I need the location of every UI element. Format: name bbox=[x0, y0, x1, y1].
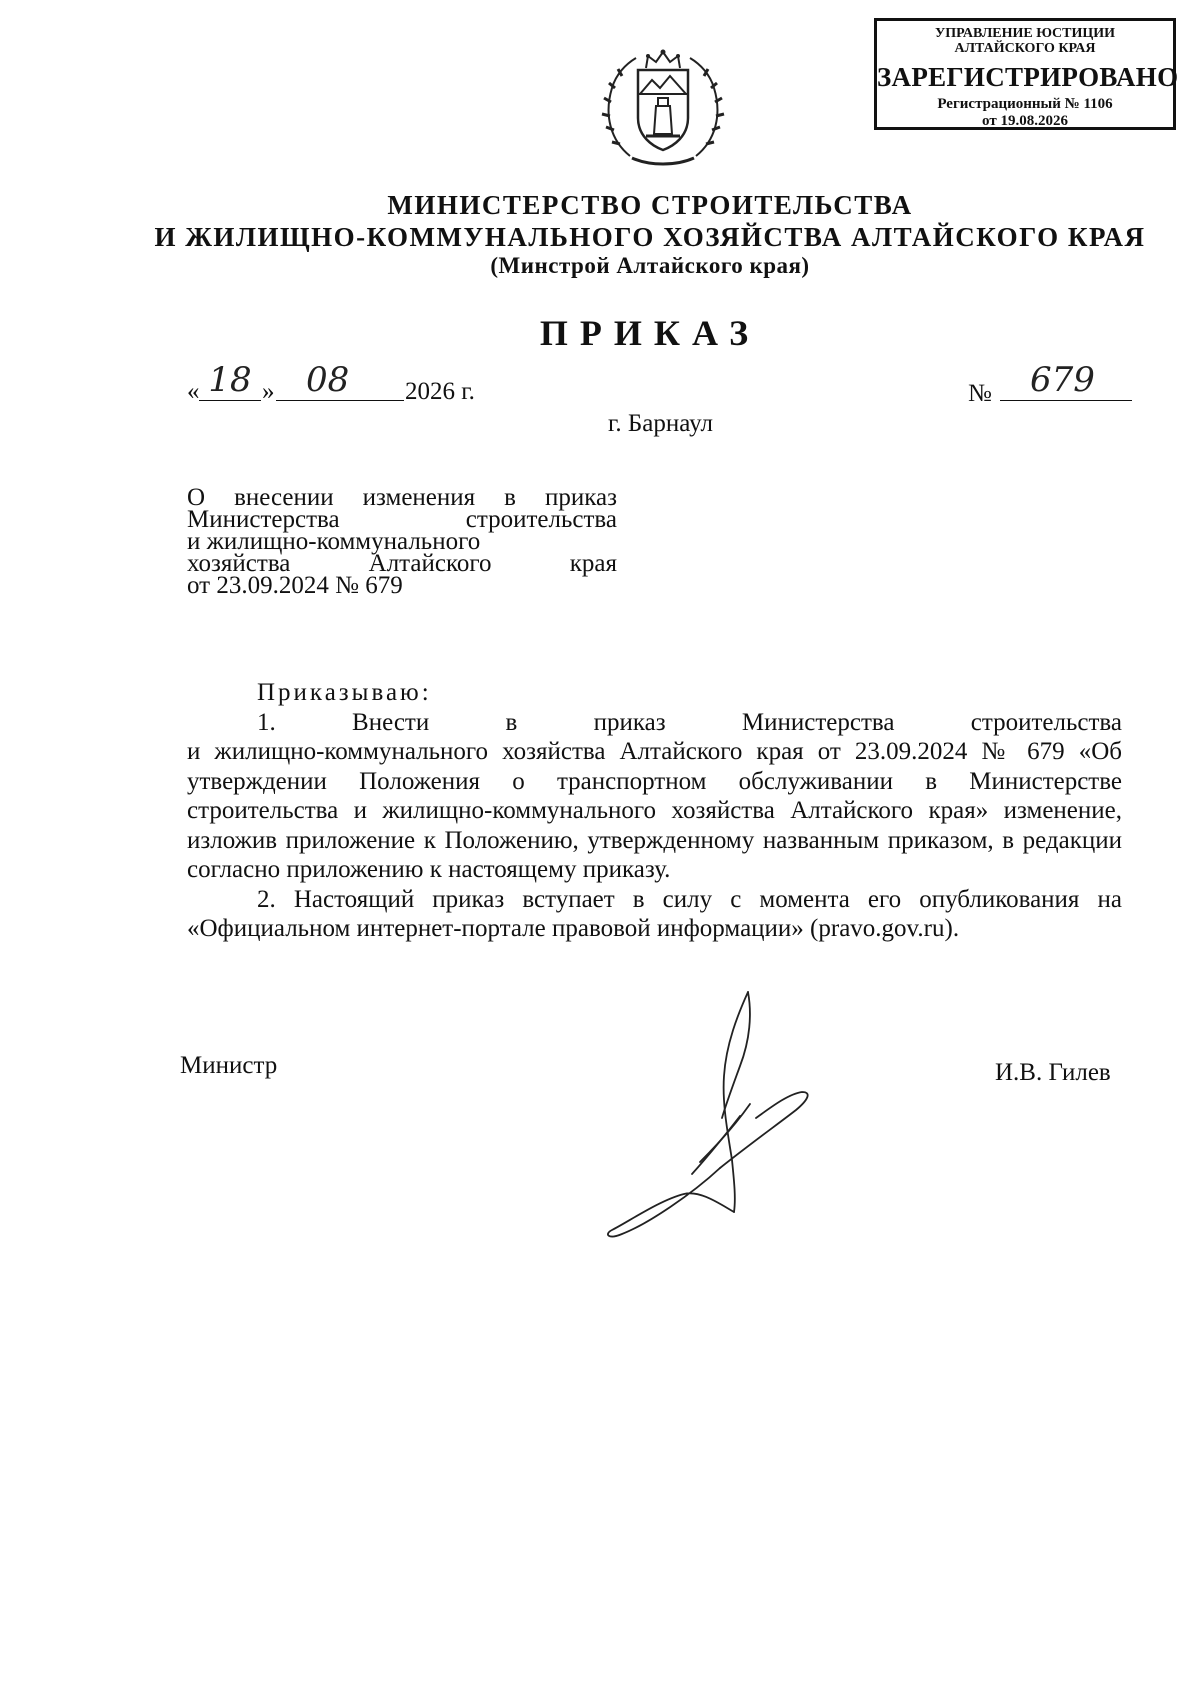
date-quote-open: « bbox=[187, 378, 200, 405]
item1-first-line: 1. Внести в приказ Министерства строительства bbox=[257, 708, 1122, 736]
date-day-field bbox=[199, 360, 261, 401]
date-year: 2026 г. bbox=[405, 378, 475, 405]
item1-text: и жилищно-коммунального хозяйства Алтайского края от 23.09.2024 № 679 «Об утверждении Положения о транспортном обслуживании в Министерстве строительства и жилищно-коммунального хозяйства Алтайского края» изменение, изложив приложение к Положению, утвержденному названным приказом, в редакции согласно приложению к настоящему приказу. bbox=[187, 738, 1122, 883]
subject-line: от 23.09.2024 № 679 bbox=[187, 572, 403, 599]
organization-name-line2: И ЖИЛИЩНО-КОММУНАЛЬНОГО ХОЗЯЙСТВА АЛТАЙСКОГО КРАЯ bbox=[154, 222, 1146, 252]
document-body bbox=[187, 678, 1122, 944]
city: г. Барнаул bbox=[608, 410, 713, 437]
stamp-authority-line2: АЛТАЙСКОГО КРАЯ bbox=[954, 41, 1096, 56]
handwritten-signature-icon bbox=[600, 984, 830, 1244]
altai-krai-coat-of-arms-icon bbox=[600, 44, 726, 172]
date-day-value: 18 bbox=[208, 360, 252, 400]
date-month-field bbox=[276, 360, 404, 401]
date-month-value: 08 bbox=[306, 360, 350, 400]
stamp-authority-line1: УПРАВЛЕНИЕ ЮСТИЦИИ bbox=[935, 26, 1115, 41]
organization-name-line1: МИНИСТЕРСТВО СТРОИТЕЛЬСТВА bbox=[387, 190, 913, 220]
subject-line: Министерства строительства bbox=[187, 506, 617, 533]
subject-line: хозяйства Алтайского края bbox=[187, 550, 617, 577]
number-sign: № bbox=[968, 380, 992, 407]
document-type-title: ПРИКАЗ bbox=[539, 313, 761, 353]
subject-line: О внесении изменения в приказ bbox=[187, 484, 617, 511]
subject-line: и жилищно-коммунального bbox=[187, 528, 481, 555]
item2-text: 2. Настоящий приказ вступает в силу с момента его опубликования на «Официальном интернет-портале правовой информации» (pravo.gov.ru). bbox=[187, 885, 1122, 942]
signer-name: И.В. Гилев bbox=[995, 1059, 1111, 1086]
document-number-value: 679 bbox=[1030, 360, 1095, 400]
stamp-status: ЗАРЕГИСТРИРОВАНО bbox=[877, 62, 1179, 92]
order-intro: Приказываю: bbox=[257, 679, 432, 706]
stamp-reg-number: Регистрационный № 1106 bbox=[937, 96, 1113, 112]
document-number-field bbox=[1000, 360, 1132, 401]
document-subject bbox=[187, 484, 617, 599]
registration-stamp bbox=[874, 18, 1179, 130]
organization-short-name: (Минстрой Алтайского края) bbox=[490, 253, 810, 278]
date-quote-close: » bbox=[262, 378, 275, 405]
stamp-reg-date: от 19.08.2026 bbox=[982, 113, 1068, 129]
signer-position: Министр bbox=[180, 1052, 278, 1079]
